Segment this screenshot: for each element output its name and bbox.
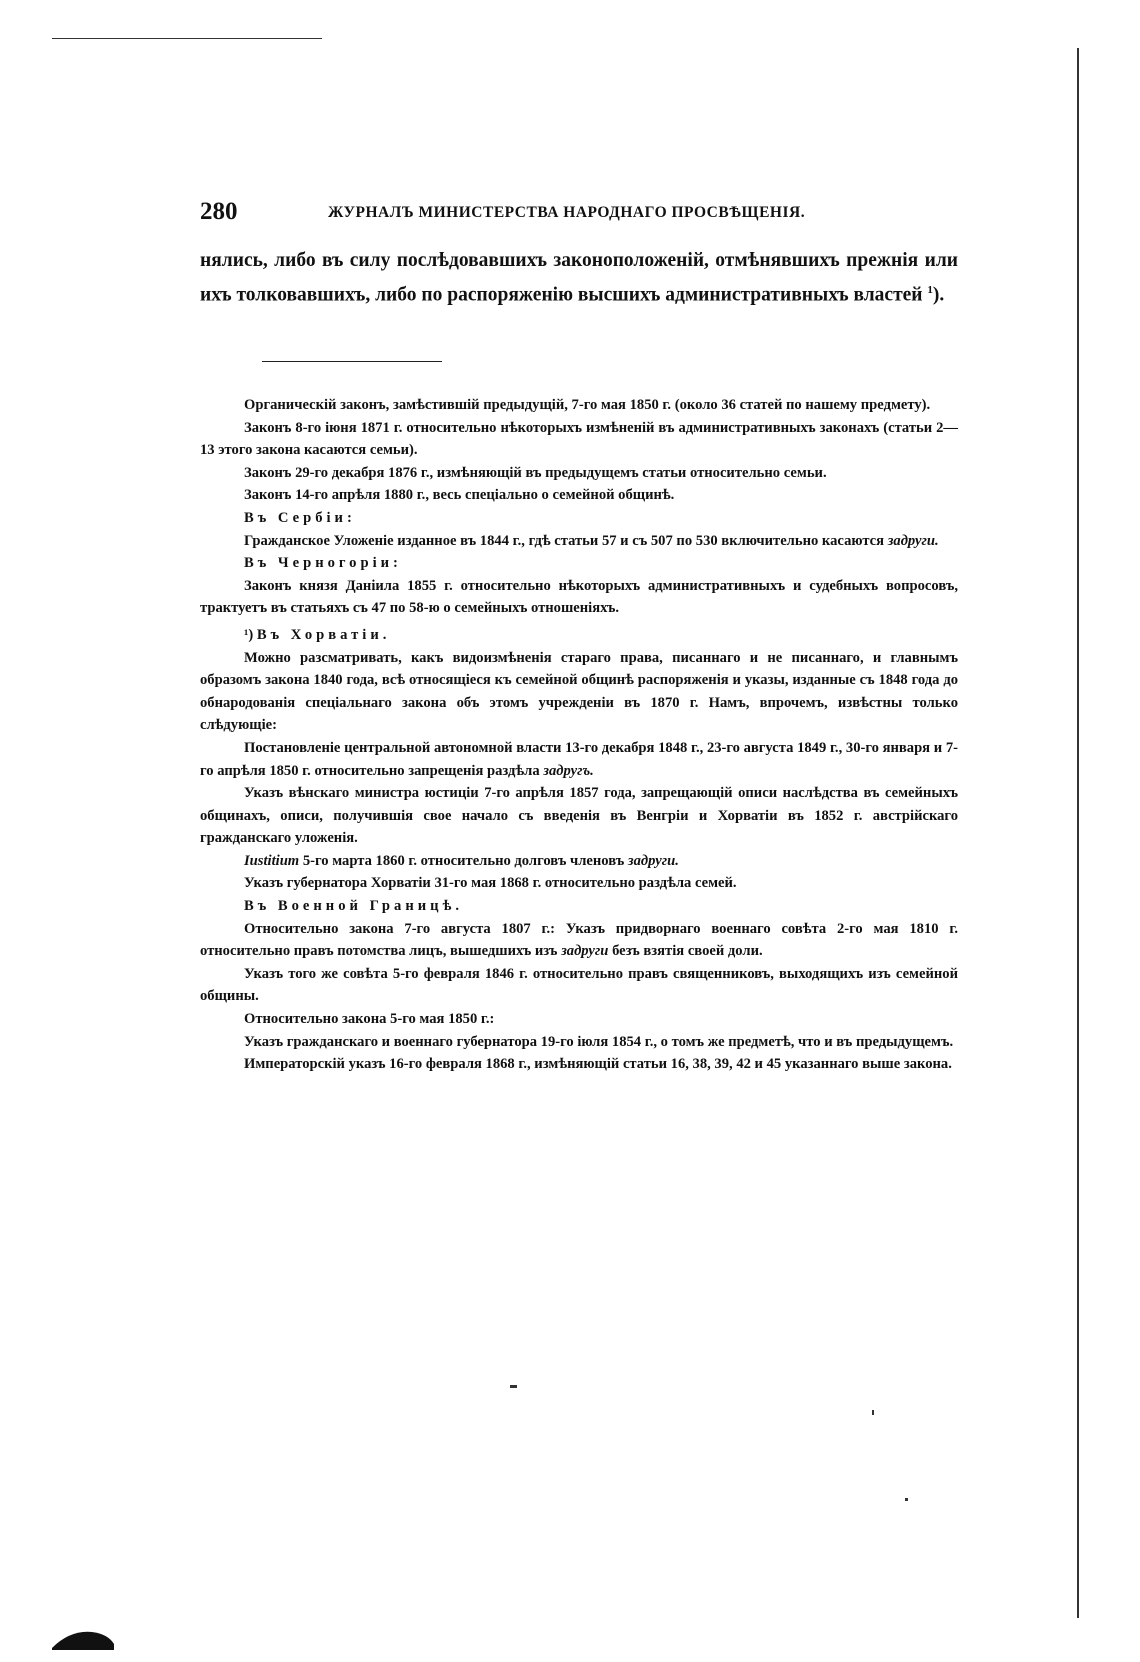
italic-term: задругъ. xyxy=(543,762,594,779)
page-header xyxy=(200,198,960,228)
main-paragraph xyxy=(200,247,958,310)
footnote-paragraph xyxy=(200,530,958,553)
footnote-paragraph: Законъ 8-го іюня 1871 г. относительно нѣкоторыхъ измѣненій въ административныхъ законахъ (статьи 2—13 этого закона касаются семьи). xyxy=(200,419,958,459)
page-number: 280 xyxy=(200,198,238,225)
footnote-paragraph xyxy=(200,737,958,782)
footnote-paragraph: Законъ князя Данiила 1855 г. относительно нѣкоторыхъ административныхъ и судебныхъ вопросовъ, трактуетъ въ статьяхъ съ 47 по 58-ю о семейныхъ отношеніяхъ. xyxy=(200,577,958,617)
footnote-text: Постановленіе центральной автономной власти 13-го декабря 1848 г., 23-го августа 1849 г., 30-го января и 7-го апрѣля 1850 г. относительно запрещенія раздѣла xyxy=(200,739,958,779)
main-paragraph-end: ). xyxy=(932,284,945,305)
scan-speck xyxy=(510,1385,517,1388)
footnote-paragraph: Указъ губернатора Хорватіи 31-го мая 1868 г. относительно раздѣла семей. xyxy=(244,875,737,892)
footnote-text: 5-го марта 1860 г. относительно долговъ членовъ xyxy=(302,852,625,869)
section-heading-serbia: Въ Сербіи: xyxy=(244,509,356,526)
footnote-paragraph: Императорскій указъ 16-го февраля 1868 г., измѣняющій статьи 16, 38, 39, 42 и 45 указаннаго выше закона. xyxy=(244,1056,952,1073)
italic-term: Iustitium xyxy=(244,852,300,869)
footnote-paragraph xyxy=(200,850,958,873)
italic-term: задруги xyxy=(561,943,609,960)
section-heading-montenegro: Въ Черногоріи: xyxy=(244,555,402,572)
footnote-paragraph: Относительно закона 5-го мая 1850 г.: xyxy=(244,1011,495,1028)
running-head: ЖУРНАЛЪ МИНИСТЕРСТВА НАРОДНАГО ПРОСВѢЩЕНІЯ. xyxy=(328,204,806,221)
scan-speck xyxy=(872,1410,874,1415)
scan-smudge xyxy=(52,1628,114,1650)
footnote-paragraph: Законъ 14-го апрѣля 1880 г., весь спеціально о семейной общинѣ. xyxy=(244,487,675,504)
footnote-reference: 1 xyxy=(927,283,933,296)
section-heading-military-frontier: Въ Военной Границѣ. xyxy=(244,898,463,915)
footnote-paragraph: Указъ вѣнскаго министра юстиціи 7-го апрѣля 1857 года, запрещающій описи наслѣдства въ семейныхъ общинахъ, описи, получившія свое начало съ введенія въ Венгріи и Хорватіи въ 1852 г. австрійскаго гражданскаго уложенія. xyxy=(200,785,958,847)
footnote-paragraph xyxy=(200,918,958,963)
italic-term: задруги. xyxy=(627,852,679,869)
italic-term: задруги. xyxy=(887,532,939,549)
footnote-paragraph: Указъ того же совѣта 5-го февраля 1846 г. относительно правъ священниковъ, выходящихъ изъ семейной общины. xyxy=(200,965,958,1005)
footnote-marker: ¹) xyxy=(244,626,254,643)
footnote-paragraph: Указъ гражданскаго и военнаго губернатора 19-го іюля 1854 г., о томъ же предметѣ, что и въ предыдущемъ. xyxy=(244,1033,954,1050)
footnote-paragraph: Можно разсматривать, какъ видоизмѣненія стараго права, писаннаго и не писаннаго, и главнымъ образомъ закона 1840 года, всѣ относящіеся къ семейной общинѣ распоряженія и указы, изданные съ 1848 года до обнародованія спеціальнаго закона объ этомъ учрежденіи въ 1870 г. Намъ, впрочемъ, извѣстны только слѣдующіе: xyxy=(200,649,958,734)
section-heading-croatia: Въ Хорватіи. xyxy=(256,626,391,643)
footnote-text: Гражданское Уложеніе изданное въ 1844 г., гдѣ статьи 57 и съ 507 по 530 включительно касаются xyxy=(244,532,885,549)
footnote-paragraph: Органическій законъ, замѣстившій предыдущій, 7-го мая 1850 г. (около 36 статей по нашему предмету). xyxy=(244,397,931,413)
section-heading-croatia-line xyxy=(200,624,958,647)
page-edge-line xyxy=(1077,48,1079,1618)
footnote-paragraph: Законъ 29-го декабря 1876 г., измѣняющій въ предыдущемъ статьи относительно семьи. xyxy=(244,464,827,481)
footnote-text: Относительно закона 7-го августа 1807 г.: Указъ придворнаго военнаго совѣта 2-го мая 1810 г. относительно правъ потомства лицъ, вышедшихъ изъ xyxy=(200,920,958,960)
main-text xyxy=(200,247,958,310)
footnote-text: безъ взятія своей доли. xyxy=(612,943,763,960)
main-paragraph-text: нялись, либо въ силу послѣдовавшихъ законоположеній, отмѣнявшихъ прежнія или ихъ толковавшихъ, либо по распоряженію высшихъ административныхъ властей xyxy=(200,250,958,305)
footnote-rule xyxy=(262,361,442,362)
scan-top-line xyxy=(52,38,322,39)
footnotes xyxy=(200,394,958,1076)
scan-speck xyxy=(905,1498,908,1501)
